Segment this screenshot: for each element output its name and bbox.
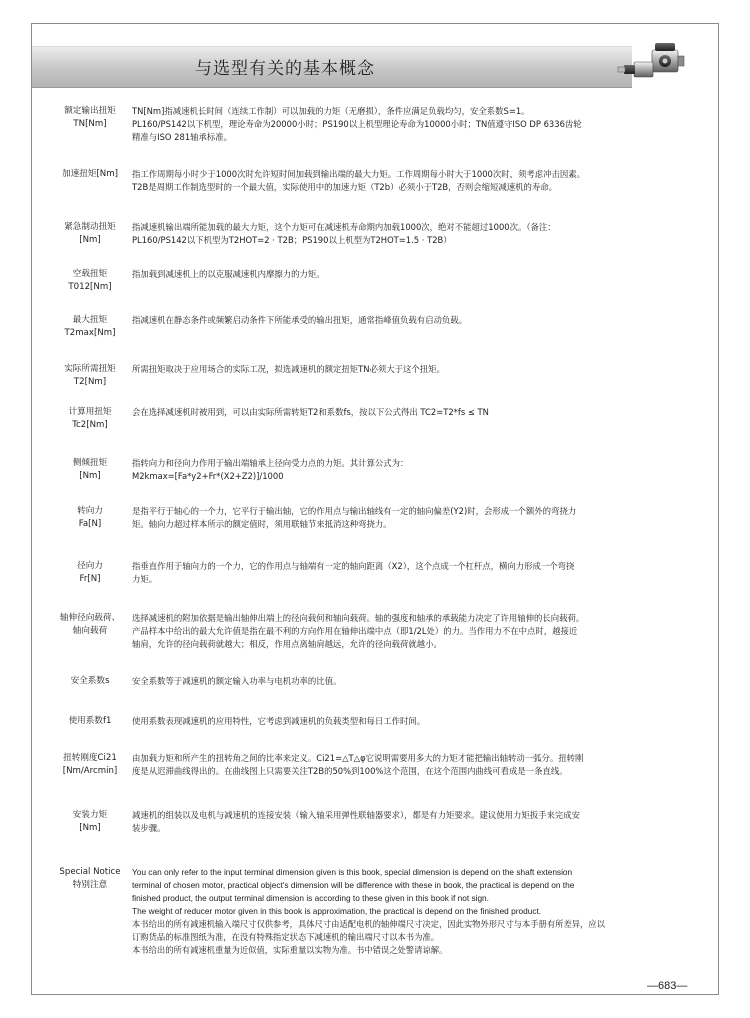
description-line: 安全系数等于减速机的额定输入功率与电机功率的比值。: [132, 676, 342, 686]
description-line: 订购货品的标准图纸为准，在没有特殊指定状态下减速机的输出端尺寸以本书为准。: [132, 932, 439, 942]
page-number: —683—: [647, 980, 688, 992]
description-line: terminal of chosen motor, practical object's dimension will be difference with these in book, the practical is depend on the: [132, 880, 575, 890]
term-label: [50, 505, 130, 531]
term-label: [50, 314, 130, 340]
description-line: M2kmax=[Fa*y2+Fr*(X2+Z2)]/1000: [132, 471, 284, 481]
term-line: 轴伸径向载荷、: [59, 613, 121, 623]
term-line: 侧倾扭矩: [72, 458, 108, 468]
description-line: 所需扭矩取决于应用场合的实际工况，拟选减速机的额定扭矩TN必须大于这个扭矩。: [132, 364, 445, 374]
term-line: 计算用扭矩: [68, 407, 112, 417]
term-description: [132, 612, 677, 651]
term-line: 转向力: [77, 506, 103, 516]
term-description: [132, 866, 677, 957]
term-line: 安装力矩: [72, 810, 108, 820]
description-line: TN[Nm]指减速机长时间（连续工作制）可以加载的力矩（无磨损），条件应满足负载均匀，安全系数S=1。: [132, 106, 530, 116]
term-description: [132, 406, 677, 419]
term-description: [132, 675, 677, 688]
term-description: [132, 560, 677, 586]
term-line: 使用系数f1: [68, 716, 112, 726]
description-line: 本书给出的所有减速机重量为近似值，实际重量以实物为准。书中错误之处警请谅解。: [132, 945, 448, 955]
description-line: 是指平行于轴心的一个力，它平行于输出轴，它的作用点与输出轴线有一定的轴向偏差(Y2)时，会形成一个额外的弯挠力: [132, 506, 577, 516]
term-description: [132, 505, 677, 531]
term-line: Fa[N]: [78, 519, 102, 529]
term-label: [50, 715, 130, 728]
term-line: T012[Nm]: [68, 282, 112, 292]
term-label: [50, 406, 130, 432]
term-line: 空载扭矩: [72, 269, 108, 279]
description-line: You can only refer to the input terminal dimension given is this book, special dimension is depend on the shaft extension: [132, 867, 573, 877]
term-line: 安全系数s: [70, 676, 110, 686]
term-description: [132, 457, 677, 483]
term-line: 实际所需扭矩: [64, 364, 116, 374]
term-line: 最大扭矩: [72, 315, 108, 325]
term-line: Tc2[Nm]: [72, 420, 108, 430]
description-line: 指加载到减速机上的以克服减速机内摩擦力的力矩。: [132, 269, 325, 279]
description-line: 产品样本中给出的最大允许值是指在最不利的方向作用在轴伸出端中点（即1/2L处）的力。当作用力不在中点时，越接近: [132, 626, 578, 636]
term-label: [50, 809, 130, 835]
description-line: 指工作周期每小时少于1000次时允许短时间加载到输出端的最大力矩。工作周期每小时大于1000次时，须考虑冲击因素。: [132, 169, 585, 179]
term-line: Fr[N]: [79, 574, 101, 584]
term-label: [50, 168, 130, 181]
description-line: 指减速机在静态条件或频繁启动条件下所能承受的输出扭矩，通常指峰值负载有启动负载。: [132, 315, 467, 325]
term-line: [Nm]: [79, 235, 101, 245]
term-label: [50, 866, 130, 892]
term-line: Special Notice: [59, 867, 121, 877]
description-line: 由加载力矩和所产生的扭转角之间的比率来定义。Ci21=△T△φ它说明需要用多大的力矩才能把输出轴转动一弧分。扭转刚: [132, 753, 584, 763]
description-line: 选择减速机的附加依据是输出轴伸出端上的径向载何和轴向载荷。轴的强度和轴承的承载能力决定了许用轴伸的长向载荷。: [132, 613, 585, 623]
term-label: [50, 221, 130, 247]
description-line: 度是从迟滞曲线得出的。在曲线图上只需要关注T2B的50%到100%这个范围，在这个范围内曲线可看成是一条直线。: [132, 766, 568, 776]
description-line: finished product, the output terminal dimension is according to these given in this book if not sign.: [132, 893, 489, 903]
description-line: 指减速机输出端所能加载的最大力矩，这个力矩可在减速机寿命期内加载1000次，绝对不能超过1000次。（备注：: [132, 222, 556, 232]
term-description: [132, 809, 677, 835]
description-line: 力矩。: [132, 574, 158, 584]
description-line: 减速机的组装以及电机与减速机的连接安装（输入轴采用弹性联轴器要求），都是有力矩要求。建议使用力矩扳手来完成安: [132, 810, 581, 820]
description-line: 指垂直作用于轴向力的一个力，它的作用点与轴端有一定的轴向距离（X2），这个点成一个杠杆点，横向力形成一个弯挠: [132, 561, 575, 571]
term-line: T2[Nm]: [73, 377, 107, 387]
term-description: [132, 314, 677, 327]
term-label: [50, 675, 130, 688]
term-label: [50, 752, 130, 778]
term-description: [132, 752, 677, 778]
page-title: 与选型有关的基本概念: [195, 59, 375, 79]
term-label: [50, 268, 130, 294]
term-line: 轴向载荷: [72, 626, 108, 636]
term-label: [50, 105, 130, 131]
term-label: [50, 457, 130, 483]
description-line: 装步骤。: [132, 823, 166, 833]
description-line: T2B是周期工作制选型时的一个最大值，实际使用中的加速力矩（T2b）必须小于T2B，否则会缩短减速机的寿命。: [132, 182, 558, 192]
term-line: 扭转刚度Ci21: [63, 753, 117, 763]
description-line: 会在选择减速机时被用到，可以由实际所需转矩T2和系数fs，按以下公式得出 TC2=T2*fs ≤ TN: [132, 407, 489, 417]
term-line: [Nm]: [79, 471, 101, 481]
description-line: The weight of reducer motor given in this book is approximation, the practical is depend on the finished product.: [132, 906, 542, 916]
term-label: [50, 560, 130, 586]
description-line: 本书给出的所有减速机输入端尺寸仅供参考，具体尺寸由适配电机的轴伸端尺寸决定，因此实物外形尺寸与本手册有所差异，应以: [132, 919, 605, 929]
term-line: [Nm]: [79, 823, 101, 833]
term-description: [132, 168, 677, 194]
gear-reducer-image: [606, 40, 686, 88]
term-description: [132, 105, 677, 144]
description-line: PL160/PS142以下机型为T2HOT=2 · T2B；PS190以上机型为T2HOT=1.5 · T2B）: [132, 235, 452, 245]
description-line: 精准与ISO 281轴承标准。: [132, 132, 233, 142]
description-line: 使用系数表现减速机的应用特性，它考虑到减速机的负载类型和每日工作时间。: [132, 716, 426, 726]
description-line: 指转向力和径向力作用于输出端轴承上径向受力点的力矩。其计算公式为：: [132, 458, 409, 468]
term-line: 紧急制动扭矩: [64, 222, 116, 232]
term-line: 额定输出扭矩: [64, 106, 116, 116]
description-line: PL160/PS142以下机型，理论寿命为20000小时；PS190以上机型理论寿命为10000小时；TN值遵守ISO DP 6336齿轮: [132, 119, 582, 129]
term-description: [132, 363, 677, 376]
term-label: [50, 612, 130, 638]
term-line: 径向力: [77, 561, 103, 571]
term-description: [132, 221, 677, 247]
term-label: [50, 363, 130, 389]
term-description: [132, 715, 677, 728]
term-description: [132, 268, 677, 281]
term-line: 加速扭矩[Nm]: [62, 169, 118, 179]
term-line: 特别注意: [72, 880, 108, 890]
term-line: [Nm/Arcmin]: [62, 766, 118, 776]
description-line: 轴肩，允许的径向载荷就越大；相反，作用点离轴肩越远，允许的径向载荷就越小。: [132, 639, 442, 649]
term-line: TN[Nm]: [73, 119, 107, 129]
term-line: T2max[Nm]: [64, 328, 116, 338]
description-line: 矩。轴向力超过样本所示的额定值时，须用联轴节来抵消这种弯挠力。: [132, 519, 392, 529]
